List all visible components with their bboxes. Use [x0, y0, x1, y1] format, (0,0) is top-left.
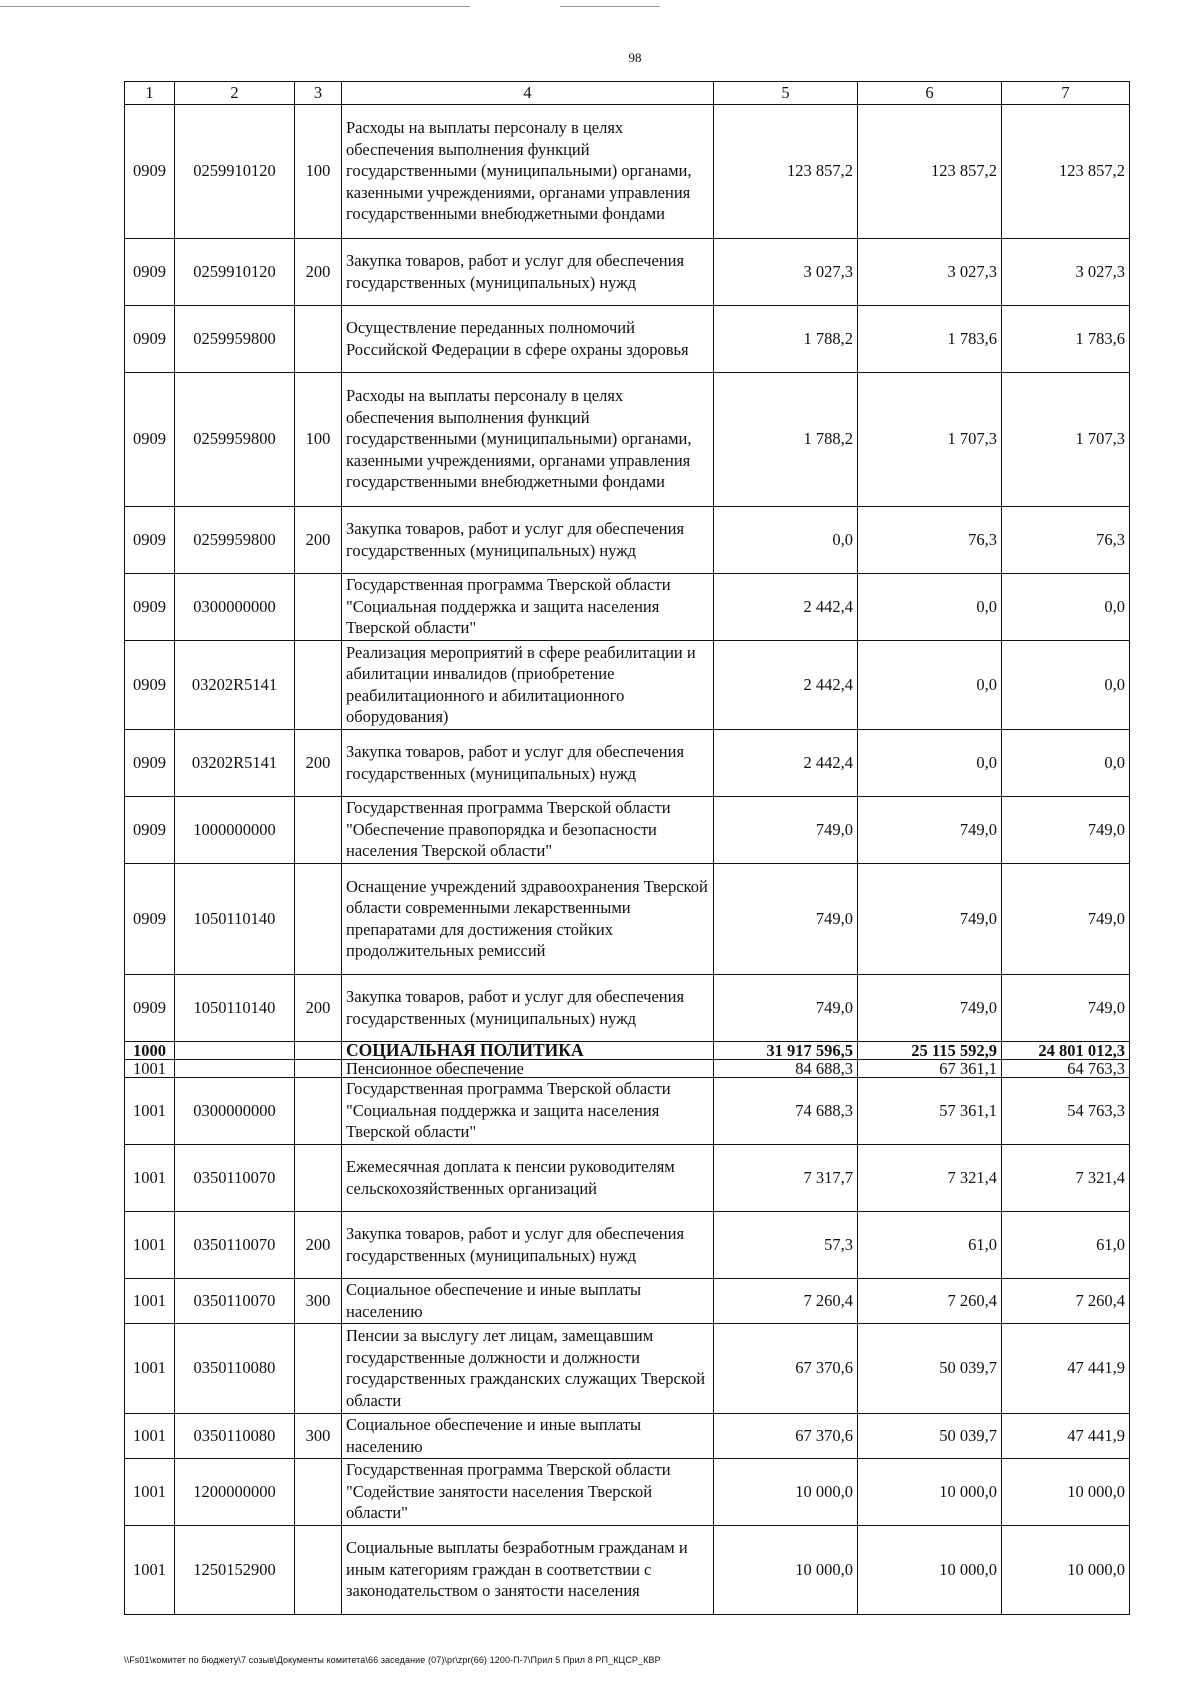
amount-cell: 10 000,0 — [1002, 1458, 1130, 1525]
target-article-cell: 0350110080 — [175, 1323, 295, 1413]
code-cell: 1001 — [125, 1458, 175, 1525]
expense-type-cell: 300 — [295, 1413, 342, 1458]
table-row — [125, 1458, 1130, 1525]
description-cell: Государственная программа Тверской области "Социальная поддержка и защита населения Тверской области" — [342, 1077, 714, 1144]
amount-cell: 25 115 592,9 — [858, 1041, 1002, 1059]
amount-cell: 0,0 — [1002, 729, 1130, 796]
table-row — [125, 1059, 1130, 1077]
amount-cell: 54 763,3 — [1002, 1077, 1130, 1144]
expense-type-cell — [295, 1059, 342, 1077]
amount-cell: 123 857,2 — [714, 104, 858, 238]
target-article-cell: 03202R5141 — [175, 640, 295, 729]
amount-cell: 0,0 — [858, 573, 1002, 640]
amount-cell: 749,0 — [858, 863, 1002, 974]
code-cell: 0909 — [125, 974, 175, 1041]
scan-edge-line — [0, 6, 470, 7]
table-row — [125, 305, 1130, 372]
table-row — [125, 1077, 1130, 1144]
target-article-cell: 0300000000 — [175, 573, 295, 640]
description-cell: Пенсионное обеспечение — [342, 1059, 714, 1077]
amount-cell: 61,0 — [858, 1211, 1002, 1278]
expense-type-cell: 200 — [295, 729, 342, 796]
code-cell: 0909 — [125, 573, 175, 640]
description-cell: Ежемесячная доплата к пенсии руководителям сельскохозяйственных организаций — [342, 1144, 714, 1211]
table-row — [125, 573, 1130, 640]
target-article-cell: 1250152900 — [175, 1525, 295, 1614]
target-article-cell: 0350110070 — [175, 1211, 295, 1278]
column-header: 6 — [858, 82, 1002, 105]
code-cell: 1001 — [125, 1525, 175, 1614]
table-row — [125, 1041, 1130, 1059]
amount-cell: 74 688,3 — [714, 1077, 858, 1144]
description-cell: Социальные выплаты безработным гражданам и иным категориям граждан в соответствии с законодательством о занятости населения — [342, 1525, 714, 1614]
description-cell: Социальное обеспечение и иные выплаты населению — [342, 1413, 714, 1458]
table-row — [125, 372, 1130, 506]
amount-cell: 24 801 012,3 — [1002, 1041, 1130, 1059]
table-row — [125, 1211, 1130, 1278]
amount-cell: 76,3 — [1002, 506, 1130, 573]
amount-cell: 67 370,6 — [714, 1413, 858, 1458]
code-cell: 0909 — [125, 729, 175, 796]
expense-type-cell: 100 — [295, 372, 342, 506]
amount-cell: 57 361,1 — [858, 1077, 1002, 1144]
amount-cell: 47 441,9 — [1002, 1323, 1130, 1413]
amount-cell: 749,0 — [714, 796, 858, 863]
target-article-cell: 1050110140 — [175, 974, 295, 1041]
amount-cell: 1 788,2 — [714, 372, 858, 506]
column-header: 1 — [125, 82, 175, 105]
table-row — [125, 974, 1130, 1041]
target-article-cell: 1200000000 — [175, 1458, 295, 1525]
footer-file-path: \\Fs01\комитет по бюджету\7 созыв\Документы комитета\66 заседание (07)\pr\zpr(66) 1200-П-7\Прил 5 Прил 8 РП_КЦСР_КВР — [124, 1655, 661, 1665]
description-cell: Государственная программа Тверской области "Обеспечение правопорядка и безопасности населения Тверской области" — [342, 796, 714, 863]
description-cell: Социальное обеспечение и иные выплаты населению — [342, 1278, 714, 1323]
expense-type-cell — [295, 305, 342, 372]
amount-cell: 0,0 — [858, 640, 1002, 729]
table-row — [125, 640, 1130, 729]
amount-cell: 0,0 — [714, 506, 858, 573]
expense-type-cell — [295, 640, 342, 729]
description-cell: Закупка товаров, работ и услуг для обеспечения государственных (муниципальных) нужд — [342, 506, 714, 573]
description-cell: Пенсии за выслугу лет лицам, замещавшим государственные должности и должности государственных гражданских служащих Тверской области — [342, 1323, 714, 1413]
amount-cell: 749,0 — [858, 796, 1002, 863]
table-row — [125, 1278, 1130, 1323]
target-article-cell: 0350110080 — [175, 1413, 295, 1458]
amount-cell: 84 688,3 — [714, 1059, 858, 1077]
target-article-cell: 0259910120 — [175, 238, 295, 305]
code-cell: 0909 — [125, 796, 175, 863]
target-article-cell: 0259910120 — [175, 104, 295, 238]
target-article-cell: 1000000000 — [175, 796, 295, 863]
amount-cell: 0,0 — [858, 729, 1002, 796]
code-cell: 0909 — [125, 305, 175, 372]
column-header: 3 — [295, 82, 342, 105]
code-cell: 0909 — [125, 863, 175, 974]
description-cell: Реализация мероприятий в сфере реабилитации и абилитации инвалидов (приобретение реабилитационного и абилитационного оборудования) — [342, 640, 714, 729]
target-article-cell: 0300000000 — [175, 1077, 295, 1144]
code-cell: 1001 — [125, 1413, 175, 1458]
amount-cell: 2 442,4 — [714, 729, 858, 796]
amount-cell: 7 321,4 — [858, 1144, 1002, 1211]
header-row — [125, 82, 1130, 105]
table-row — [125, 1413, 1130, 1458]
table-row — [125, 1144, 1130, 1211]
amount-cell: 50 039,7 — [858, 1413, 1002, 1458]
amount-cell: 7 260,4 — [1002, 1278, 1130, 1323]
table-row — [125, 1525, 1130, 1614]
description-cell: Закупка товаров, работ и услуг для обеспечения государственных (муниципальных) нужд — [342, 729, 714, 796]
amount-cell: 749,0 — [1002, 796, 1130, 863]
table-row — [125, 104, 1130, 238]
description-cell: Закупка товаров, работ и услуг для обеспечения государственных (муниципальных) нужд — [342, 238, 714, 305]
amount-cell: 749,0 — [714, 974, 858, 1041]
page-number: 98 — [628, 50, 642, 65]
table-row — [125, 796, 1130, 863]
code-cell: 0909 — [125, 506, 175, 573]
amount-cell: 57,3 — [714, 1211, 858, 1278]
column-header: 4 — [342, 82, 714, 105]
amount-cell: 50 039,7 — [858, 1323, 1002, 1413]
table-row — [125, 729, 1130, 796]
amount-cell: 10 000,0 — [1002, 1525, 1130, 1614]
amount-cell: 64 763,3 — [1002, 1059, 1130, 1077]
amount-cell: 7 321,4 — [1002, 1144, 1130, 1211]
target-article-cell: 0259959800 — [175, 305, 295, 372]
code-cell: 1001 — [125, 1144, 175, 1211]
code-cell: 1001 — [125, 1059, 175, 1077]
amount-cell: 0,0 — [1002, 573, 1130, 640]
description-cell: Закупка товаров, работ и услуг для обеспечения государственных (муниципальных) нужд — [342, 1211, 714, 1278]
table-row — [125, 1323, 1130, 1413]
amount-cell: 3 027,3 — [858, 238, 1002, 305]
code-cell: 1001 — [125, 1211, 175, 1278]
code-cell: 0909 — [125, 640, 175, 729]
expense-type-cell — [295, 1041, 342, 1059]
target-article-cell: 0350110070 — [175, 1144, 295, 1211]
target-article-cell: 0350110070 — [175, 1278, 295, 1323]
description-cell: СОЦИАЛЬНАЯ ПОЛИТИКА — [342, 1041, 714, 1059]
amount-cell: 123 857,2 — [858, 104, 1002, 238]
expense-type-cell — [295, 796, 342, 863]
amount-cell: 749,0 — [858, 974, 1002, 1041]
description-cell: Расходы на выплаты персоналу в целях обеспечения выполнения функций государственными (муниципальными) органами, казенными учреждениями, органами управления государственными внебюджетными фондами — [342, 372, 714, 506]
amount-cell: 1 783,6 — [858, 305, 1002, 372]
amount-cell: 31 917 596,5 — [714, 1041, 858, 1059]
amount-cell: 61,0 — [1002, 1211, 1130, 1278]
amount-cell: 67 370,6 — [714, 1323, 858, 1413]
description-cell: Государственная программа Тверской области "Социальная поддержка и защита населения Тверской области" — [342, 573, 714, 640]
expense-type-cell — [295, 1077, 342, 1144]
description-cell: Расходы на выплаты персоналу в целях обеспечения выполнения функций государственными (муниципальными) органами, казенными учреждениями, органами управления государственными внебюджетными фондами — [342, 104, 714, 238]
code-cell: 1001 — [125, 1077, 175, 1144]
amount-cell: 10 000,0 — [714, 1525, 858, 1614]
code-cell: 1000 — [125, 1041, 175, 1059]
column-header: 7 — [1002, 82, 1130, 105]
amount-cell: 1 707,3 — [858, 372, 1002, 506]
target-article-cell: 0259959800 — [175, 372, 295, 506]
target-article-cell — [175, 1041, 295, 1059]
amount-cell: 10 000,0 — [858, 1458, 1002, 1525]
amount-cell: 47 441,9 — [1002, 1413, 1130, 1458]
target-article-cell — [175, 1059, 295, 1077]
scan-edge-line — [560, 6, 660, 7]
description-cell: Закупка товаров, работ и услуг для обеспечения государственных (муниципальных) нужд — [342, 974, 714, 1041]
amount-cell: 3 027,3 — [1002, 238, 1130, 305]
expense-type-cell: 200 — [295, 1211, 342, 1278]
amount-cell: 7 317,7 — [714, 1144, 858, 1211]
amount-cell: 1 783,6 — [1002, 305, 1130, 372]
amount-cell: 1 788,2 — [714, 305, 858, 372]
expense-type-cell: 200 — [295, 974, 342, 1041]
code-cell: 1001 — [125, 1323, 175, 1413]
amount-cell: 3 027,3 — [714, 238, 858, 305]
target-article-cell: 0259959800 — [175, 506, 295, 573]
expense-type-cell: 200 — [295, 506, 342, 573]
column-header: 5 — [714, 82, 858, 105]
amount-cell: 2 442,4 — [714, 640, 858, 729]
budget-table — [124, 81, 1130, 1615]
expense-type-cell: 300 — [295, 1278, 342, 1323]
amount-cell: 7 260,4 — [858, 1278, 1002, 1323]
amount-cell: 1 707,3 — [1002, 372, 1130, 506]
expense-type-cell — [295, 573, 342, 640]
table-row — [125, 506, 1130, 573]
amount-cell: 0,0 — [1002, 640, 1130, 729]
expense-type-cell — [295, 1144, 342, 1211]
code-cell: 0909 — [125, 372, 175, 506]
target-article-cell: 03202R5141 — [175, 729, 295, 796]
expense-type-cell — [295, 1525, 342, 1614]
column-header: 2 — [175, 82, 295, 105]
amount-cell: 7 260,4 — [714, 1278, 858, 1323]
expense-type-cell: 100 — [295, 104, 342, 238]
amount-cell: 76,3 — [858, 506, 1002, 573]
table-row — [125, 238, 1130, 305]
code-cell: 0909 — [125, 238, 175, 305]
target-article-cell: 1050110140 — [175, 863, 295, 974]
expense-type-cell — [295, 1458, 342, 1525]
code-cell: 0909 — [125, 104, 175, 238]
amount-cell: 67 361,1 — [858, 1059, 1002, 1077]
amount-cell: 749,0 — [714, 863, 858, 974]
description-cell: Оснащение учреждений здравоохранения Тверской области современными лекарственными препаратами для достижения стойких продолжительных ремиссий — [342, 863, 714, 974]
expense-type-cell — [295, 1323, 342, 1413]
code-cell: 1001 — [125, 1278, 175, 1323]
amount-cell: 10 000,0 — [858, 1525, 1002, 1614]
amount-cell: 2 442,4 — [714, 573, 858, 640]
amount-cell: 749,0 — [1002, 974, 1130, 1041]
expense-type-cell — [295, 863, 342, 974]
table-row — [125, 863, 1130, 974]
amount-cell: 123 857,2 — [1002, 104, 1130, 238]
description-cell: Государственная программа Тверской области "Содействие занятости населения Тверской области" — [342, 1458, 714, 1525]
amount-cell: 10 000,0 — [714, 1458, 858, 1525]
expense-type-cell: 200 — [295, 238, 342, 305]
amount-cell: 749,0 — [1002, 863, 1130, 974]
description-cell: Осуществление переданных полномочий Российской Федерации в сфере охраны здоровья — [342, 305, 714, 372]
